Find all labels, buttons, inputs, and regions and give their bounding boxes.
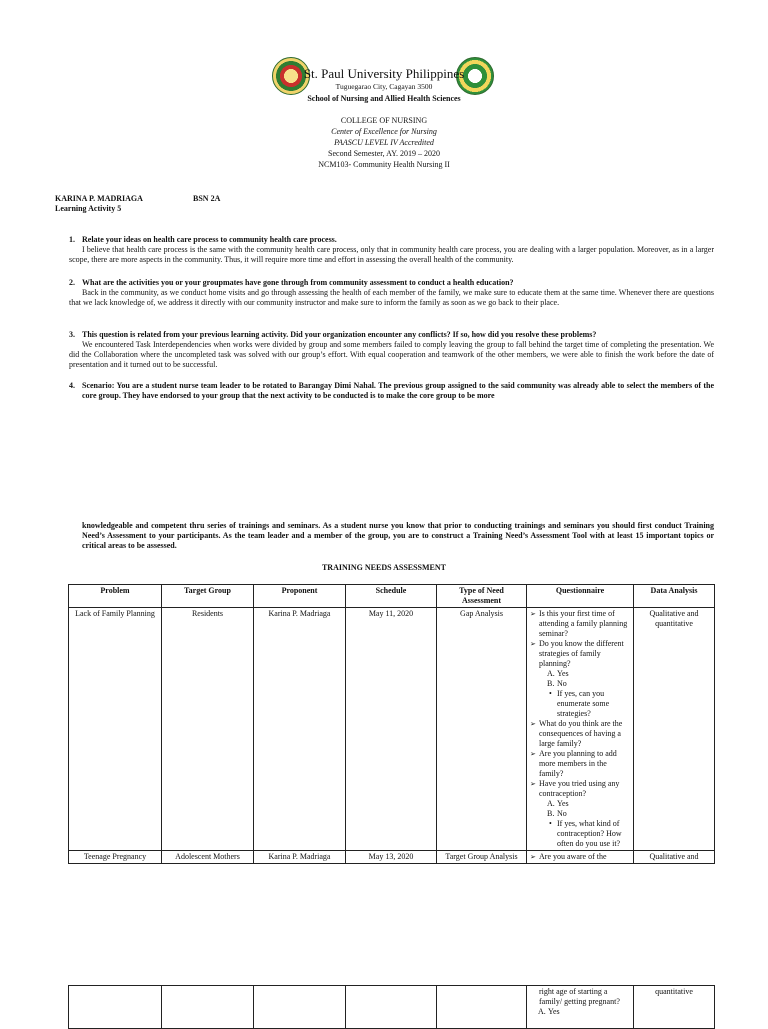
option-item [547, 679, 630, 689]
option-item [547, 799, 630, 809]
questionnaire-item [530, 779, 630, 849]
questionnaire-item [530, 639, 630, 719]
tna-table-continued [68, 985, 715, 1029]
option-letter: A. [547, 799, 555, 808]
cell-proponent [254, 986, 346, 1029]
cell-questionnaire [527, 986, 634, 1029]
cell-proponent: Karina P. Madriaga [254, 608, 346, 851]
header-problem: Problem [69, 585, 162, 608]
header-target-group: Target Group [162, 585, 254, 608]
cell-target: Adolescent Mothers [162, 851, 254, 864]
option-text: Yes [548, 1007, 560, 1016]
questionnaire-item: ➢ Is this your first time of attending a family planning seminar? [530, 609, 630, 639]
table-row [69, 608, 715, 851]
option-text: No [557, 809, 567, 818]
option-letter: A. [538, 1007, 546, 1016]
header-data-analysis: Data Analysis [634, 585, 715, 608]
question-text: Relate your ideas on health care process to community health care process. [82, 235, 337, 244]
questionnaire-text: Do you know the different strategies of family planning? [539, 639, 624, 668]
option-item [547, 809, 630, 819]
questionnaire-text: Have you tried using any contraception? [539, 779, 620, 798]
question-text: This question is related from your previous learning activity. Did your organization encounter any conflicts? If so, how did you resolve these problems? [82, 330, 597, 339]
option-item [547, 669, 630, 679]
college-name: COLLEGE OF NURSING [340, 116, 428, 125]
student-name: KARINA P. MADRIAGA [55, 194, 143, 203]
table-title: TRAINING NEEDS ASSESSMENT [321, 563, 447, 572]
questionnaire-text: right age of starting a family/ getting pregnant? [539, 987, 620, 1006]
table-header-row [69, 585, 715, 608]
option-text: No [557, 679, 567, 688]
cell-target [162, 986, 254, 1029]
cell-problem [69, 986, 162, 1029]
cell-analysis: quantitative [634, 986, 715, 1029]
question-number: 2. [69, 278, 75, 287]
excellence-line: Center of Excellence for Nursing [331, 127, 437, 136]
header-schedule: Schedule [346, 585, 437, 608]
tna-table [68, 584, 715, 864]
answer-text: Back in the community, as we conduct home visits and go through assessing the health of each member of the family, we make sure to educate them at the same time. Whenever there are questions that we lack knowledge of, we address it directly with our community instructor and make sure to inform the family as soon as we go back to their place. [69, 288, 714, 307]
table-row [69, 851, 715, 864]
school-name: School of Nursing and Allied Health Sciences [307, 94, 461, 103]
cell-analysis: Qualitative and [634, 851, 715, 864]
follow-up-question: • If yes, can you enumerate some strategies? [539, 689, 630, 719]
question-text: What are the activities you or your groupmates have gone through from community assessment to conduct a health education? [82, 278, 514, 287]
header-proponent: Proponent [254, 585, 346, 608]
question-number: 4. [69, 381, 75, 390]
questionnaire-item: ➢ Are you planning to add more members in the family? [530, 749, 630, 779]
cell-analysis: Qualitative and quantitative [634, 608, 715, 851]
cell-questionnaire [527, 608, 634, 851]
semester-line: Second Semester, AY. 2019 – 2020 [328, 149, 440, 158]
question-2 [69, 278, 714, 308]
question-number: 3. [69, 330, 75, 339]
university-name: St. Paul University Philippines [303, 66, 465, 81]
cell-schedule [346, 986, 437, 1029]
option-text: Yes [557, 799, 569, 808]
cell-schedule: May 13, 2020 [346, 851, 437, 864]
questionnaire-item: ➢ What do you think are the consequences of having a large family? [530, 719, 630, 749]
question-4-continued: knowledgeable and competent thru series of trainings and seminars. As a student nurse you know that prior to conducting trainings and seminars you should first conduct Training Need’s Assessment to your participants. As the team leader and a member of the group, you are to construct a Training Need’s Assessment Tool with at least 15 important topics or critical areas to be assessed. [82, 521, 714, 550]
option-letter: B. [547, 809, 555, 818]
student-section: BSN 2A [193, 194, 221, 203]
header-questionnaire: Questionnaire [527, 585, 634, 608]
table-row [69, 986, 715, 1029]
cell-problem: Teenage Pregnancy [69, 851, 162, 864]
university-city: Tuguegarao City, Cagayan 3500 [335, 82, 433, 91]
option-text: Yes [557, 669, 569, 678]
questionnaire-item: ➢ Are you aware of the [530, 852, 630, 862]
question-number: 1. [69, 235, 75, 244]
option-item [538, 1007, 630, 1017]
cell-target: Residents [162, 608, 254, 851]
cell-type: Target Group Analysis [437, 851, 527, 864]
question-4 [69, 381, 714, 401]
cell-questionnaire [527, 851, 634, 864]
follow-up-question: • If yes, what kind of contraception? How often do you use it? [539, 819, 630, 849]
cell-schedule: May 11, 2020 [346, 608, 437, 851]
cell-problem: Lack of Family Planning [69, 608, 162, 851]
header-type: Type of Need Assessment [437, 585, 527, 608]
question-3 [69, 330, 714, 370]
course-line: NCM103- Community Health Nursing II [318, 160, 450, 169]
answer-text: We encountered Task Interdependencies when works were divided by group and some members failed to comply leaving the group to fall behind the target time of completing the presentation. We did the Collaboration where the uncompleted task was solved with our group’s effort. With equal cooperation and teamwork of the other members, we were able to finish the work before the date of presentation and it turned out to be successful. [69, 340, 714, 369]
option-letter: A. [547, 669, 555, 678]
answer-text: I believe that health care process is the same with the community health care process, only that in community health care process, you are dealing with a larger population. Moreover, as in a larger scope, there are more aspects in the community. Thus, it will require more time and effort in assessing the overall health of the community. [69, 245, 714, 264]
option-letter: B. [547, 679, 555, 688]
question-text: Scenario: You are a student nurse team leader to be rotated to Barangay Dimi Nahal. The previous group assigned to the said community was already able to select the members of the core group. They have endorsed to your group that the next activity to be conducted is to make the core group to be more [82, 381, 714, 400]
cell-type [437, 986, 527, 1029]
question-1 [69, 235, 714, 265]
accreditation-line: PAASCU LEVEL IV Accredited [334, 138, 434, 147]
cell-proponent: Karina P. Madriaga [254, 851, 346, 864]
cell-type: Gap Analysis [437, 608, 527, 851]
activity-title: Learning Activity 5 [55, 204, 122, 213]
